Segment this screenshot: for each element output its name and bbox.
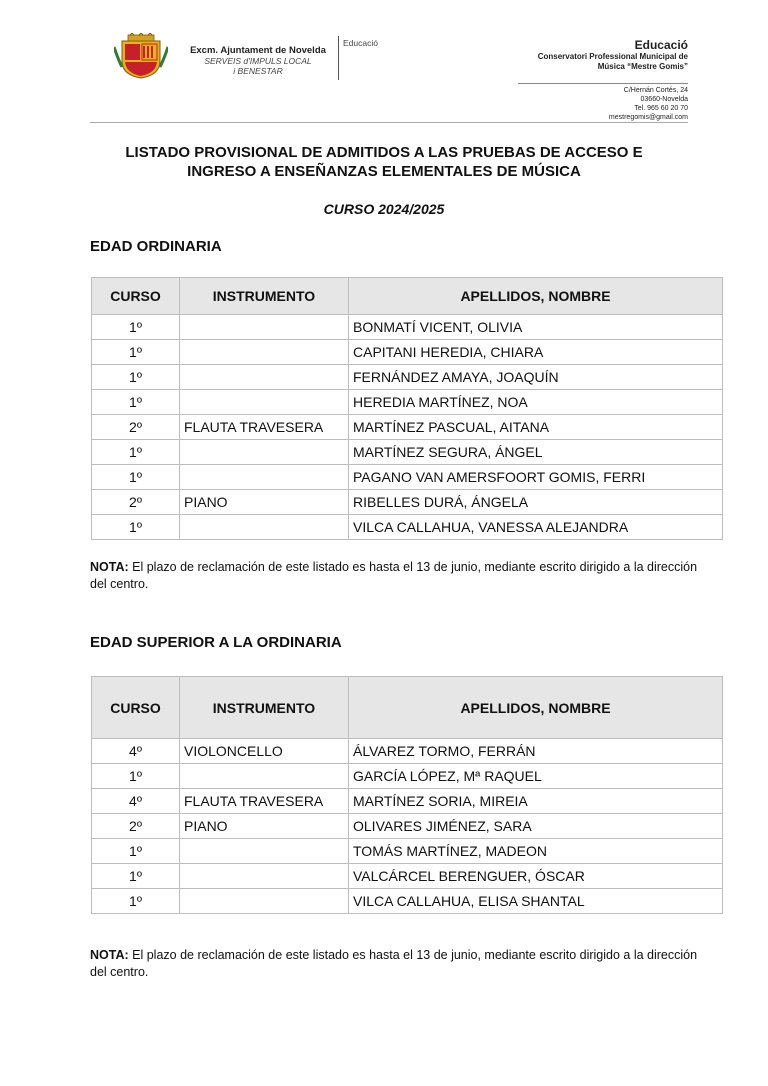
- cell-name: GARCÍA LÓPEZ, Mª RAQUEL: [349, 764, 723, 789]
- col-header-instrument: INSTRUMENTO: [180, 278, 349, 315]
- table-row: [92, 764, 723, 789]
- col-header-course: CURSO: [92, 278, 180, 315]
- course-year: CURSO 2024/2025: [323, 201, 445, 217]
- table-row: [92, 515, 723, 540]
- col-header-course: CURSO: [92, 677, 180, 739]
- cell-instrument: PIANO: [180, 814, 349, 839]
- cell-name: ÁLVAREZ TORMO, FERRÁN: [349, 739, 723, 764]
- novelda-crest-logo: [114, 33, 168, 79]
- cell-instrument: FLAUTA TRAVESERA: [180, 789, 349, 814]
- cell-name: TOMÁS MARTÍNEZ, MADEON: [349, 839, 723, 864]
- cell-instrument: [180, 365, 349, 390]
- table-row: [92, 814, 723, 839]
- cell-instrument: [180, 889, 349, 914]
- col-header-name: APELLIDOS, NOMBRE: [349, 278, 723, 315]
- cell-course: 1º: [92, 864, 180, 889]
- cell-course: 1º: [92, 839, 180, 864]
- cell-name: VALCÁRCEL BERENGUER, ÓSCAR: [349, 864, 723, 889]
- cell-course: 4º: [92, 789, 180, 814]
- cell-course: 4º: [92, 739, 180, 764]
- cell-instrument: [180, 340, 349, 365]
- cell-name: RIBELLES DURÁ, ÁNGELA: [349, 490, 723, 515]
- table-body-ordinary: [92, 315, 723, 540]
- table-row: [92, 864, 723, 889]
- note-label: NOTA:: [90, 948, 129, 962]
- table-row: [92, 739, 723, 764]
- table-row: [92, 839, 723, 864]
- table-row: [92, 365, 723, 390]
- cell-course: 1º: [92, 340, 180, 365]
- table-row: [92, 889, 723, 914]
- cell-name: VILCA CALLAHUA, ELISA SHANTAL: [349, 889, 723, 914]
- cell-instrument: VIOLONCELLO: [180, 739, 349, 764]
- document-title: [90, 143, 678, 181]
- table-row: [92, 390, 723, 415]
- org-name: Excm. Ajuntament de Novelda: [190, 45, 326, 56]
- cell-instrument: [180, 315, 349, 340]
- dept-label-big: Educació: [634, 38, 688, 52]
- conservatory-line-2: Música “Mestre Gomis”: [597, 62, 688, 71]
- cell-instrument: [180, 465, 349, 490]
- cell-name: MARTÍNEZ SEGURA, ÁNGEL: [349, 440, 723, 465]
- cell-instrument: [180, 864, 349, 889]
- cell-course: 1º: [92, 315, 180, 340]
- admitted-table-ordinary: [91, 277, 723, 540]
- address-divider: [518, 83, 688, 84]
- table-header-row: [92, 677, 723, 739]
- cell-name: PAGANO VAN AMERSFOORT GOMIS, FERRI: [349, 465, 723, 490]
- cell-course: 2º: [92, 490, 180, 515]
- cell-course: 1º: [92, 465, 180, 490]
- cell-course: 1º: [92, 764, 180, 789]
- table-row: [92, 340, 723, 365]
- col-header-instrument: INSTRUMENTO: [180, 677, 349, 739]
- cell-course: 1º: [92, 390, 180, 415]
- dept-label-small: Educació: [343, 38, 378, 48]
- note-older: [90, 947, 700, 981]
- conservatory-block: [538, 38, 688, 72]
- org-sub-line-1: SERVEIS d'IMPULS LOCAL: [204, 56, 312, 66]
- title-line-2: INGRESO A ENSEÑANZAS ELEMENTALES DE MÚSICA: [187, 163, 581, 180]
- note-label: NOTA:: [90, 560, 129, 574]
- cell-name: HEREDIA MARTÍNEZ, NOA: [349, 390, 723, 415]
- cell-name: FERNÁNDEZ AMAYA, JOAQUÍN: [349, 365, 723, 390]
- cell-name: OLIVARES JIMÉNEZ, SARA: [349, 814, 723, 839]
- cell-instrument: [180, 440, 349, 465]
- address-city: 03660-Novelda: [640, 96, 688, 103]
- cell-course: 2º: [92, 814, 180, 839]
- address-email: mestregomis@gmail.com: [608, 114, 688, 121]
- cell-instrument: [180, 764, 349, 789]
- cell-course: 1º: [92, 365, 180, 390]
- cell-instrument: [180, 390, 349, 415]
- cell-instrument: [180, 839, 349, 864]
- cell-name: VILCA CALLAHUA, VANESSA ALEJANDRA: [349, 515, 723, 540]
- section-heading-older: EDAD SUPERIOR A LA ORDINARIA: [90, 634, 342, 651]
- address-block: [609, 86, 688, 122]
- cell-instrument: PIANO: [180, 490, 349, 515]
- note-ordinary: [90, 559, 700, 593]
- org-sub-line-2: i BENESTAR: [233, 66, 283, 76]
- table-row: [92, 789, 723, 814]
- header-rule: [90, 122, 688, 123]
- cell-course: 1º: [92, 889, 180, 914]
- col-header-name: APELLIDOS, NOMBRE: [349, 677, 723, 739]
- cell-name: MARTÍNEZ SORIA, MIREIA: [349, 789, 723, 814]
- admitted-table-older: [91, 676, 723, 914]
- cell-instrument: [180, 515, 349, 540]
- cell-name: CAPITANI HEREDIA, CHIARA: [349, 340, 723, 365]
- title-line-1: LISTADO PROVISIONAL DE ADMITIDOS A LAS PRUEBAS DE ACCESO E: [125, 144, 643, 161]
- table-row: [92, 315, 723, 340]
- table-row: [92, 415, 723, 440]
- address-phone: Tel. 965 60 20 70: [634, 105, 688, 112]
- cell-name: MARTÍNEZ PASCUAL, AITANA: [349, 415, 723, 440]
- table-row: [92, 490, 723, 515]
- table-row: [92, 465, 723, 490]
- cell-course: 1º: [92, 440, 180, 465]
- table-body-older: [92, 739, 723, 914]
- header-divider: [338, 36, 339, 80]
- org-block: [178, 45, 338, 76]
- cell-course: 1º: [92, 515, 180, 540]
- cell-instrument: FLAUTA TRAVESERA: [180, 415, 349, 440]
- table-header-row: [92, 278, 723, 315]
- note-text: El plazo de reclamación de este listado es hasta el 13 de junio, mediante escrito dirigido a la dirección del centro.: [90, 560, 698, 591]
- conservatory-line-1: Conservatori Professional Municipal de: [537, 52, 688, 61]
- address-street: C/Hernán Cortés, 24: [623, 87, 688, 94]
- cell-name: BONMATÍ VICENT, OLIVIA: [349, 315, 723, 340]
- note-text: El plazo de reclamación de este listado es hasta el 13 de junio, mediante escrito dirigido a la dirección del centro.: [90, 948, 698, 979]
- section-heading-ordinary: EDAD ORDINARIA: [90, 238, 222, 255]
- cell-course: 2º: [92, 415, 180, 440]
- table-row: [92, 440, 723, 465]
